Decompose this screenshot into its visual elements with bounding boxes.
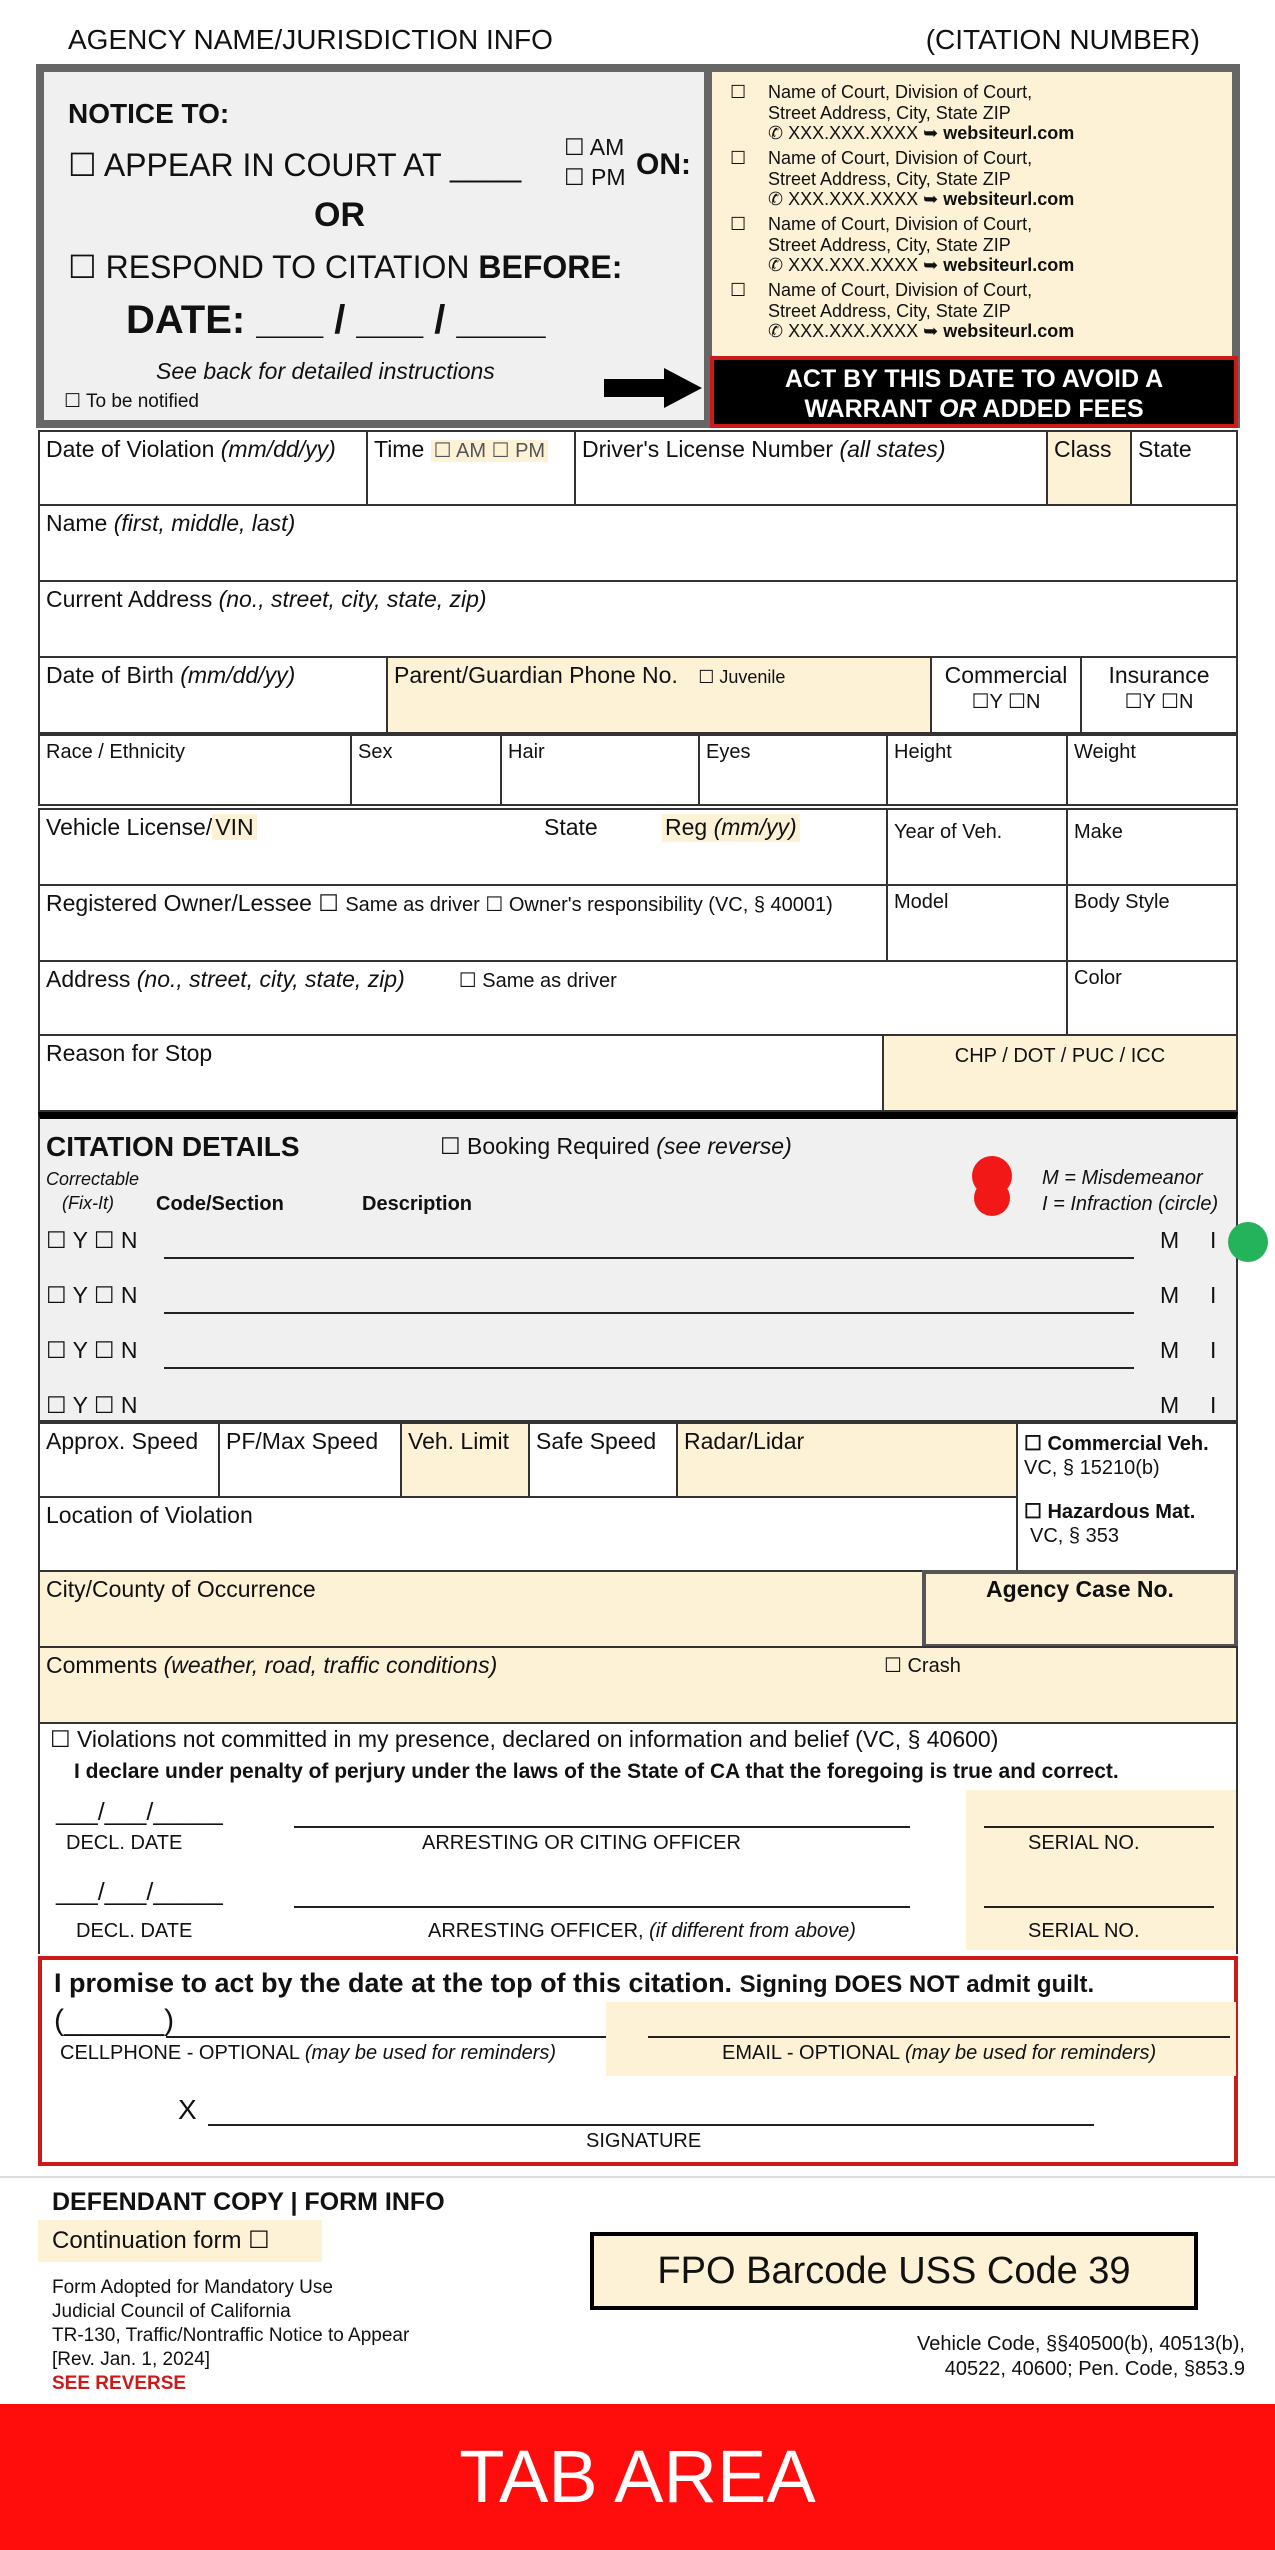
form-info: Form Adopted for Mandatory Use Judicial Council of California TR-130, Traffic/Nontraffic Notice to Appear [Rev. Jan. 1, 2024] SEE REVERSE [52,2277,410,2394]
violation-row[interactable] [46,1337,1226,1377]
correctable-yn[interactable]: ☐ Y ☐ N [46,1227,138,1253]
violation-row[interactable] [46,1227,1226,1267]
hair-field[interactable]: Hair [500,734,700,806]
green-marker-dot [1228,1222,1268,1262]
defendant-copy-label: DEFENDANT COPY | FORM INFO [52,2188,445,2216]
infraction-option[interactable]: I [1210,1227,1217,1253]
signature-x: X [178,2094,197,2125]
notice-panel [44,72,704,420]
sex-field[interactable]: Sex [350,734,502,806]
court-list [712,72,1232,356]
time-field[interactable]: Time ☐ AM ☐ PM [366,430,576,506]
license-state-field[interactable]: State [1130,430,1238,506]
court-address: Street Address, City, State ZIP [768,234,1011,255]
infraction-option[interactable]: I [1210,1282,1217,1308]
guardian-phone-field[interactable]: Parent/Guardian Phone No. ☐ Juvenile [386,656,932,734]
commercial-field[interactable]: Commercial ☐Y ☐N [930,656,1082,734]
continuation-form-checkbox[interactable]: Continuation form ☐ [38,2220,322,2262]
banner-line-2: WARRANT OR ADDED FEES [804,395,1144,423]
correctable-yn[interactable]: ☐ Y ☐ N [46,1282,138,1308]
citation-details-panel [38,1112,1238,1422]
serial-2-label: SERIAL NO. [1028,1920,1140,1942]
court-phone: ✆ XXX.XXX.XXXX ➥ [768,255,944,276]
to-be-notified-checkbox[interactable]: ☐ To be notified [64,391,199,412]
agency-name: AGENCY NAME/JURISDICTION INFO [68,24,553,55]
email-label: EMAIL - OPTIONAL (may be used for reminders) [722,2042,1157,2064]
insurance-field[interactable]: Insurance ☐Y ☐N [1080,656,1238,734]
serial-label: SERIAL NO. [1028,1832,1140,1854]
court-address: Street Address, City, State ZIP [768,168,1011,189]
agency-type-field[interactable]: CHP / DOT / PUC / ICC [882,1034,1238,1112]
infraction-option[interactable]: I [1210,1392,1217,1418]
reason-for-stop-field[interactable]: Reason for Stop [38,1034,884,1112]
misdemeanor-option[interactable]: M [1160,1337,1180,1363]
perjury-statement: I declare under penalty of perjury under the laws of the State of CA that the foregoing is true and correct. [74,1760,1119,1783]
respond-to-citation-option[interactable] [68,248,622,286]
radar-lidar-field[interactable]: Radar/Lidar [676,1422,1018,1498]
fixit-label: (Fix-It) [62,1193,114,1213]
court-website: websiteurl.com [943,321,1075,342]
signature-label: SIGNATURE [586,2130,702,2152]
before-label: BEFORE: [478,249,623,285]
insurance-yn[interactable]: ☐Y ☐N [1124,690,1194,713]
court-item[interactable]: ☐ Name of Court, Division of Court, Street Address, City, State ZIP ✆ XXX.XXX.XXXX ➥ websiteurl.com [730,280,1075,342]
violations-declaration-checkbox[interactable]: ☐ Violations not committed in my presence, declared on information and belief (VC, § 40600) [50,1726,999,1752]
weight-field[interactable]: Weight [1066,734,1238,806]
declaration-date-line[interactable]: ___/___/_____ [56,1798,223,1826]
model-field[interactable]: Model [886,884,1068,962]
cellphone-line[interactable] [166,2036,606,2038]
court-website: websiteurl.com [943,189,1075,210]
or-label: OR [314,196,365,234]
vin-label: VIN [212,814,256,840]
on-label: ON: [636,148,691,181]
correctable-label: Correctable [46,1169,140,1189]
eyes-field[interactable]: Eyes [698,734,888,806]
race-field[interactable]: Race / Ethnicity [38,734,352,806]
vehicle-code-reference: Vehicle Code, §§40500(b), 40513(b), 40522, 40600; Pen. Code, §853.9 [916,2333,1245,2380]
court-address: Street Address, City, State ZIP [768,300,1011,321]
correctable-yn[interactable]: ☐ Y ☐ N [46,1337,138,1363]
class-field[interactable]: Class [1046,430,1132,506]
court-phone: ✆ XXX.XXX.XXXX ➥ [768,321,944,342]
code-section-header: Code/Section [156,1193,284,1215]
serial-line[interactable] [984,1826,1214,1828]
respond-label: ☐ RESPOND TO CITATION [68,249,479,285]
commercial-yn[interactable]: ☐Y ☐N [971,690,1041,713]
misdemeanor-option[interactable]: M [1160,1392,1180,1418]
promise-section [38,1956,1238,2166]
violation-row[interactable] [46,1392,1226,1426]
cellphone-field[interactable]: (______) [54,2004,175,2037]
vehicle-license-field[interactable]: Vehicle License/ VIN State Reg (mm/yy) [38,808,888,886]
decl-date-label: DECL. DATE [66,1832,183,1854]
date-of-violation-field[interactable]: Date of Violation (mm/dd/yy) [38,430,368,506]
court-item[interactable]: ☐ Name of Court, Division of Court, Street Address, City, State ZIP ✆ XXX.XXX.XXXX ➥ websiteurl.com [730,148,1075,210]
banner-line-1: ACT BY THIS DATE TO AVOID A [784,365,1164,393]
court-phone: ✆ XXX.XXX.XXXX ➥ [768,189,944,210]
safe-speed-field[interactable]: Safe Speed [528,1422,678,1498]
am-checkbox[interactable]: ☐ AM [564,134,625,160]
approx-speed-field[interactable]: Approx. Speed [38,1422,220,1498]
officer-signature-line[interactable] [294,1826,910,1828]
pm-checkbox[interactable]: ☐ PM [564,164,626,190]
color-field[interactable]: Color [1066,960,1238,1036]
signature-line[interactable] [208,2124,1094,2126]
current-address-field[interactable]: Current Address (no., street, city, state, zip) [38,580,1238,658]
officer-label: ARRESTING OR CITING OFFICER [422,1832,741,1854]
drivers-license-field[interactable]: Driver's License Number (all states) [574,430,1048,506]
court-phone: ✆ XXX.XXX.XXXX ➥ [768,123,944,144]
declaration-date-line-2[interactable]: ___/___/_____ [56,1878,223,1906]
violation-row[interactable] [46,1282,1226,1322]
misdemeanor-legend: M = Misdemeanor [1042,1167,1203,1189]
agency-case-field[interactable]: Agency Case No. [986,1576,1174,1602]
booking-required-checkbox[interactable]: ☐ Booking Required (see reverse) [440,1133,792,1159]
vehicle-limit-field[interactable]: Veh. Limit [400,1422,530,1498]
location-of-violation-field[interactable]: Location of Violation [38,1496,1018,1572]
tab-area: TAB AREA [0,2404,1275,2550]
year-of-vehicle-field[interactable]: Year of Veh. [886,808,1068,886]
appear-in-court-option[interactable]: ☐ APPEAR IN COURT AT ____ [68,147,522,183]
infraction-legend: I = Infraction (circle) [1042,1193,1219,1215]
court-name: Name of Court, Division of Court, [768,214,1033,234]
citation-number: (CITATION NUMBER) [925,24,1200,55]
cellphone-label: CELLPHONE - OPTIONAL (may be used for reminders) [60,2042,557,2064]
city-county-field[interactable]: City/County of Occurrence [38,1570,924,1648]
registration-label: Reg (mm/yy) [662,814,800,842]
officer-2-signature-line[interactable] [294,1906,910,1908]
promise-statement: I promise to act by the date at the top of this citation. Signing DOES NOT admit guilt. [54,1968,1095,1998]
am-pm-checkboxes[interactable]: ☐ AM ☐ PM [431,440,548,462]
make-field[interactable]: Make [1066,808,1238,886]
footer-divider [0,2176,1275,2178]
serial-2-line[interactable] [984,1906,1214,1908]
infraction-option[interactable]: I [1210,1337,1217,1363]
decl-date-label-2: DECL. DATE [76,1920,193,1942]
court-item[interactable]: ☐ Name of Court, Division of Court, Street Address, City, State ZIP ✆ XXX.XXX.XXXX ➥ websiteurl.com [730,214,1075,276]
see-back-note: See back for detailed instructions [156,358,495,384]
appear-date: DATE: ___ / ___ / ____ [126,298,546,342]
email-line[interactable] [648,2036,1230,2038]
citation-details-title: CITATION DETAILS [46,1131,300,1162]
court-name: Name of Court, Division of Court, [768,148,1033,168]
misdemeanor-option[interactable]: M [1160,1227,1180,1253]
act-by-date-banner [710,356,1238,428]
vehicle-state-label: State [544,814,598,840]
height-field[interactable]: Height [886,734,1068,806]
correctable-yn[interactable]: ☐ Y ☐ N [46,1392,138,1418]
declaration-section [38,1722,1238,1954]
juvenile-checkbox[interactable]: ☐ Juvenile [698,667,786,687]
description-header: Description [362,1193,473,1215]
owner-address-field[interactable]: Address (no., street, city, state, zip) ☐ Same as driver [38,960,1068,1036]
commercial-vehicle-checkbox[interactable]: ☐ Commercial Veh. VC, § 15210(b) ☐ Hazardous Mat. VC, § 353 [1016,1422,1238,1572]
red-marker-dot [974,1180,1010,1216]
court-address: Street Address, City, State ZIP [768,102,1011,123]
pf-max-speed-field[interactable]: PF/Max Speed [218,1422,402,1498]
court-website: websiteurl.com [943,123,1075,144]
officer-2-label: ARRESTING OFFICER, (if different from above) [428,1920,856,1942]
registered-owner-field[interactable]: Registered Owner/Lessee ☐ Same as driver ☐ Owner's responsibility (VC, § 40001) [38,884,888,962]
court-name: Name of Court, Division of Court, [768,280,1033,300]
notice-title: NOTICE TO: [68,98,230,129]
date-of-birth-field[interactable]: Date of Birth (mm/dd/yy) [38,656,388,734]
same-as-driver-checkbox[interactable]: ☐ Same as driver [458,970,617,992]
barcode-placeholder: FPO Barcode USS Code 39 [590,2232,1198,2310]
misdemeanor-option[interactable]: M [1160,1282,1180,1308]
court-website: websiteurl.com [943,255,1075,276]
body-style-field[interactable]: Body Style [1066,884,1238,962]
court-item[interactable]: ☐ Name of Court, Division of Court, Street Address, City, State ZIP ✆ XXX.XXX.XXXX ➥ websiteurl.com [730,82,1075,144]
crash-checkbox[interactable]: ☐ Crash [884,1655,961,1677]
court-name: Name of Court, Division of Court, [768,82,1033,102]
comments-field[interactable]: Comments (weather, road, traffic conditions) ☐ Crash [38,1646,1238,1724]
name-field[interactable]: Name (first, middle, last) [38,504,1238,582]
